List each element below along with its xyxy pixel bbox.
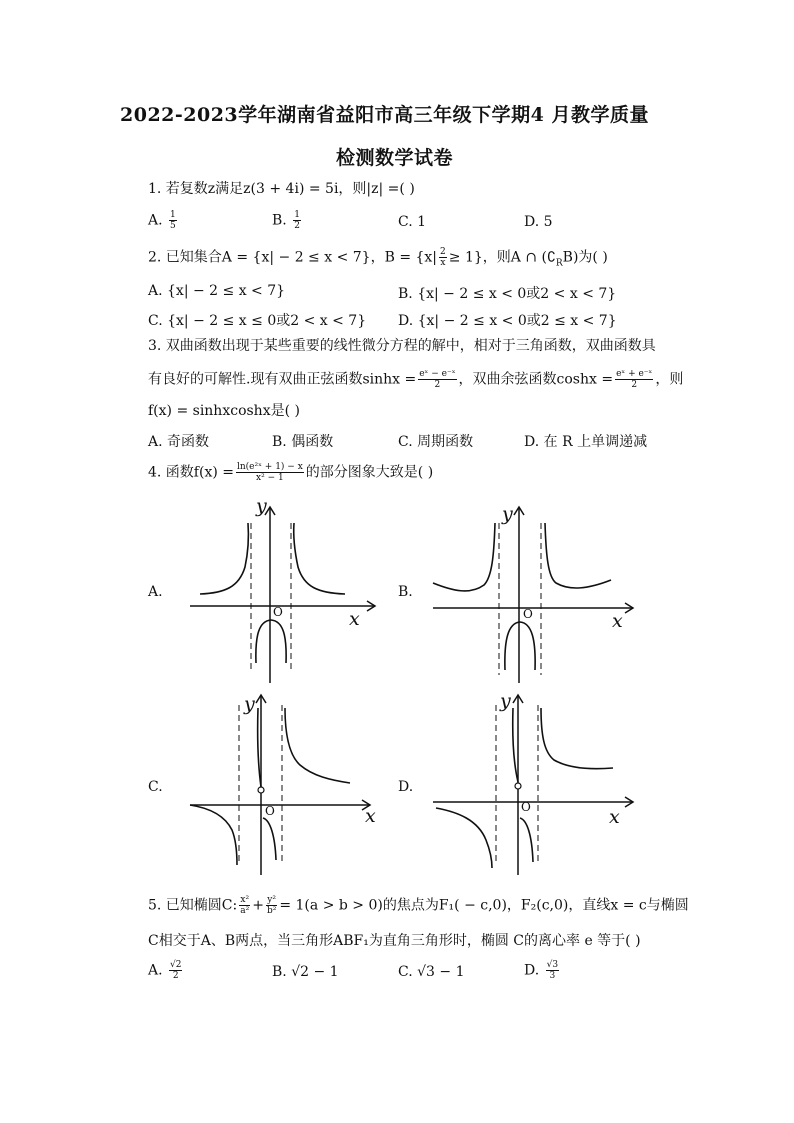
q4-label-b: B. — [398, 584, 413, 600]
q5-line-1: 5. 已知椭圆C: $\frac{\text{x²}}{\text{a²}}$ + $\frac{\text{y²}}{\text{b²}}$ = 1(a > b > 0)的焦点为F₁( − c,0)，F₂(c,0)，直线x = c与椭圆 — [148, 895, 689, 916]
title-line-2: 检测数学试卷 — [336, 147, 454, 169]
graph-b-origin: O — [523, 607, 533, 621]
q5-option-b: B. √2 − 1 — [272, 964, 339, 980]
q1-stem: 1. 若复数z满足z(3 + 4i) = 5i，则|z| =( ) — [148, 181, 415, 197]
q2-option-a: A. {x| − 2 ≤ x < 7} — [148, 283, 286, 299]
graph-a-y-label: y — [256, 495, 267, 517]
q3-option-d: D. 在 R 上单调递减 — [524, 434, 648, 450]
q3-option-c: C. 周期函数 — [398, 434, 474, 450]
graph-b-x-label: x — [612, 610, 623, 632]
title-line-1: 2022-2023学年湖南省益阳市高三年级下学期4 月教学质量 — [120, 104, 649, 126]
graph-d-x-label: x — [609, 806, 620, 828]
graph-c-y-label: y — [244, 693, 255, 715]
q1-option-a: A. $\frac{1}{5}$ — [148, 210, 176, 231]
q4-label-a: A. — [148, 584, 163, 600]
graph-c-x-label: x — [365, 805, 376, 827]
q3-option-b: B. 偶函数 — [272, 434, 334, 450]
graph-a-origin: O — [273, 605, 283, 619]
q1-option-b: B. $\frac{1}{2}$ — [272, 210, 300, 231]
graph-d-origin: O — [521, 800, 531, 814]
graph-option-c — [185, 690, 385, 884]
graph-option-b — [428, 495, 638, 689]
q2-option-d: D. {x| − 2 ≤ x < 0或2 ≤ x < 7} — [398, 313, 617, 329]
q3-line-3: f(x) = sinhxcoshx是( ) — [148, 403, 300, 419]
q5-option-d: D. $\frac{√3}{3}$ — [524, 960, 559, 981]
q2-stem: 2. 已知集合A = {x| − 2 ≤ x < 7}，B = {x| $\frac{2}{x}$ ≥ 1}，则A ∩ $(∁_RB)$为( ) — [148, 247, 608, 269]
graph-a-x-label: x — [349, 608, 360, 630]
graph-d-y-label: y — [500, 690, 511, 712]
q3-line-1: 3. 双曲函数出现于某些重要的线性微分方程的解中，相对于三角函数，双曲函数具 — [148, 338, 656, 354]
graph-option-d — [428, 690, 638, 884]
q2-option-c: C. {x| − 2 ≤ x ≤ 0或2 < x < 7} — [148, 313, 367, 329]
q4-label-d: D. — [398, 779, 414, 795]
q5-option-c: C. √3 − 1 — [398, 964, 465, 980]
graph-b-y-label: y — [502, 503, 513, 525]
graph-c-origin: O — [265, 804, 275, 818]
q4-label-c: C. — [148, 779, 163, 795]
graph-option-a — [185, 495, 385, 689]
q2-option-b: B. {x| − 2 ≤ x < 0或2 < x < 7} — [398, 286, 617, 302]
q1-option-c: C. 1 — [398, 214, 427, 230]
q3-line-2: 有良好的可解性.现有双曲正弦函数sinhx = $\frac{\text{eˣ − e⁻ˣ}}{2}$ ，双曲余弦函数coshx = $\frac{\text{eˣ + e⁻ˣ}}{2}$ ，则 — [148, 369, 684, 390]
q5-line-2: C相交于A、B两点，当三角形ABF₁为直角三角形时，椭圆 C的离心率 e 等于( ) — [148, 933, 641, 949]
q4-stem: 4. 函数f(x) = $\frac{\text{ln(e²ˣ + 1) − x}}{\text{x² − 1}}$ 的部分图象大致是( ) — [148, 462, 434, 483]
q3-option-a: A. 奇函数 — [148, 434, 210, 450]
q5-option-a: A. $\frac{√2}{2}$ — [148, 960, 182, 981]
q1-option-d: D. 5 — [524, 214, 553, 230]
